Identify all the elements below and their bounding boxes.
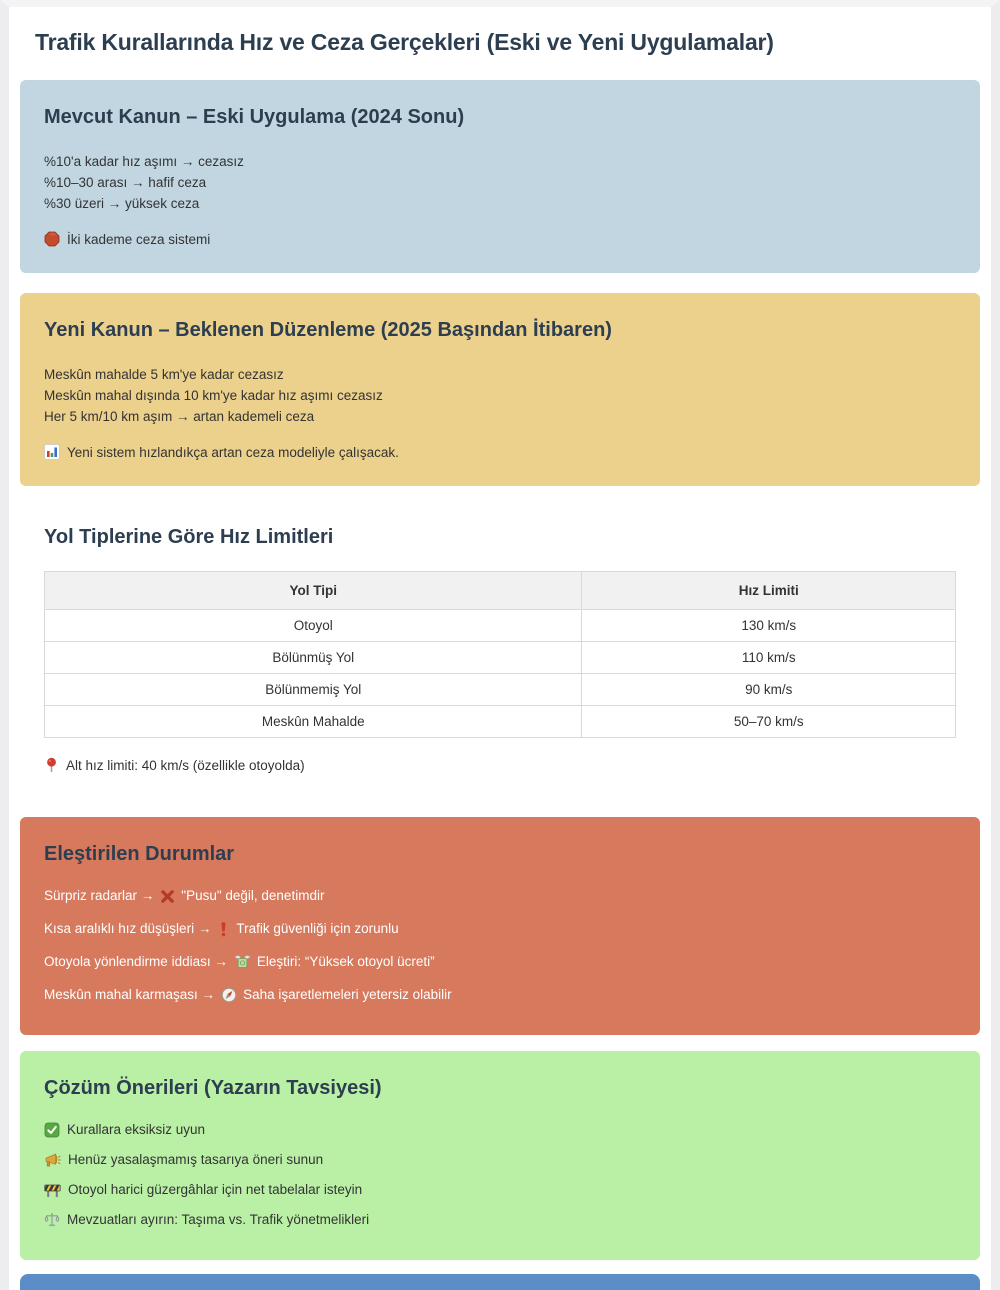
cell-road-type: Meskûn Mahalde — [45, 706, 582, 738]
table-header-row — [45, 572, 956, 610]
criticism-suffix: Eleştiri: “Yüksek otoyol ücreti” — [256, 954, 435, 969]
criticism-item — [44, 886, 956, 906]
criticism-prefix: Meskûn mahal karmaşası → — [44, 987, 216, 1002]
old-law-heading: Mevcut Kanun – Eski Uygulama (2024 Sonu) — [44, 106, 465, 128]
old-law-note-text: İki kademe ceza sistemi — [67, 231, 211, 247]
solution-item — [44, 1120, 956, 1140]
megaphone-icon — [44, 1152, 61, 1168]
criticism-item — [44, 919, 956, 939]
min-speed-note-text: Alt hız limiti: 40 km/s (özellikle otoyolda) — [66, 757, 305, 773]
new-law-note — [44, 444, 956, 460]
criticisms-heading: Eleştirilen Durumlar — [44, 843, 235, 865]
cell-speed-limit: 130 km/s — [582, 610, 956, 642]
speed-limits-heading: Yol Tiplerine Göre Hız Limitleri — [44, 526, 334, 548]
old-law-line: %30 üzeri → yüksek ceza — [44, 196, 200, 211]
page-title: Trafik Kurallarında Hız ve Ceza Gerçekleri (Eski ve Yeni Uygulamalar) — [35, 29, 774, 55]
cell-road-type: Bölünmemiş Yol — [45, 674, 582, 706]
new-law-line: Her 5 km/10 km aşım → artan kademeli ceza — [44, 409, 315, 424]
table-row — [45, 642, 956, 674]
old-law-line: %10–30 arası → hafif ceza — [44, 175, 207, 190]
criticism-item — [44, 952, 956, 972]
criticism-suffix: Saha işaretlemeleri yetersiz olabilir — [243, 987, 452, 1002]
criticism-prefix: Kısa aralıklı hız düşüşleri → — [44, 921, 212, 936]
cell-road-type: Otoyol — [45, 610, 582, 642]
new-law-line: Meskûn mahalde 5 km'ye kadar cezasız — [44, 367, 284, 382]
solutions-panel — [20, 1051, 980, 1260]
criticism-prefix: Otoyola yönlendirme iddiası → — [44, 954, 228, 969]
construction-icon — [44, 1182, 61, 1198]
old-law-note — [44, 231, 956, 247]
table-row — [45, 610, 956, 642]
cross-mark-icon — [160, 889, 175, 904]
min-speed-note — [44, 757, 956, 773]
solution-text: Otoyol harici güzergâhlar için net tabelalar isteyin — [68, 1182, 363, 1197]
balance-scale-icon — [44, 1212, 60, 1228]
criticism-prefix: Sürpriz radarlar → — [44, 888, 155, 903]
column-header-speed-limit: Hız Limiti — [582, 572, 956, 610]
solution-text: Kurallara eksiksiz uyun — [67, 1122, 206, 1137]
new-law-heading: Yeni Kanun – Beklenen Düzenleme (2025 Başından İtibaren) — [44, 319, 612, 341]
new-law-panel — [20, 293, 980, 486]
compass-icon — [221, 987, 237, 1003]
cell-road-type: Bölünmüş Yol — [45, 642, 582, 674]
speed-limits-section — [20, 486, 980, 773]
stop-sign-icon — [44, 231, 60, 247]
solution-item — [44, 1180, 956, 1200]
round-pushpin-icon — [44, 757, 59, 773]
cell-speed-limit: 50–70 km/s — [582, 706, 956, 738]
next-section-peek — [20, 1274, 980, 1290]
solution-text: Henüz yasalaşmamış tasarıya öneri sunun — [68, 1152, 324, 1167]
table-row — [45, 706, 956, 738]
criticism-suffix: "Pusu" değil, denetimdir — [181, 888, 325, 903]
old-law-line: %10'a kadar hız aşımı → cezasız — [44, 154, 244, 169]
speed-limits-table — [44, 571, 956, 738]
check-mark-icon — [44, 1122, 60, 1138]
solution-item — [44, 1210, 956, 1230]
criticisms-panel — [20, 817, 980, 1035]
criticism-item — [44, 985, 956, 1005]
new-law-note-text: Yeni sistem hızlandıkça artan ceza modeliyle çalışacak. — [67, 444, 399, 460]
criticism-suffix: Trafik güvenliği için zorunlu — [236, 921, 399, 936]
cell-speed-limit: 110 km/s — [582, 642, 956, 674]
solutions-heading: Çözüm Önerileri (Yazarın Tavsiyesi) — [44, 1077, 382, 1099]
cell-speed-limit: 90 km/s — [582, 674, 956, 706]
bar-chart-icon — [44, 444, 60, 460]
new-law-line: Meskûn mahal dışında 10 km'ye kadar hız aşımı cezasız — [44, 388, 383, 403]
column-header-road-type: Yol Tipi — [45, 572, 582, 610]
solution-text: Mevzuatları ayırın: Taşıma vs. Trafik yönetmelikleri — [67, 1212, 370, 1227]
exclamation-icon — [217, 921, 230, 937]
money-wings-icon — [234, 954, 251, 970]
table-row — [45, 674, 956, 706]
old-law-panel — [20, 80, 980, 273]
solution-item — [44, 1150, 956, 1170]
